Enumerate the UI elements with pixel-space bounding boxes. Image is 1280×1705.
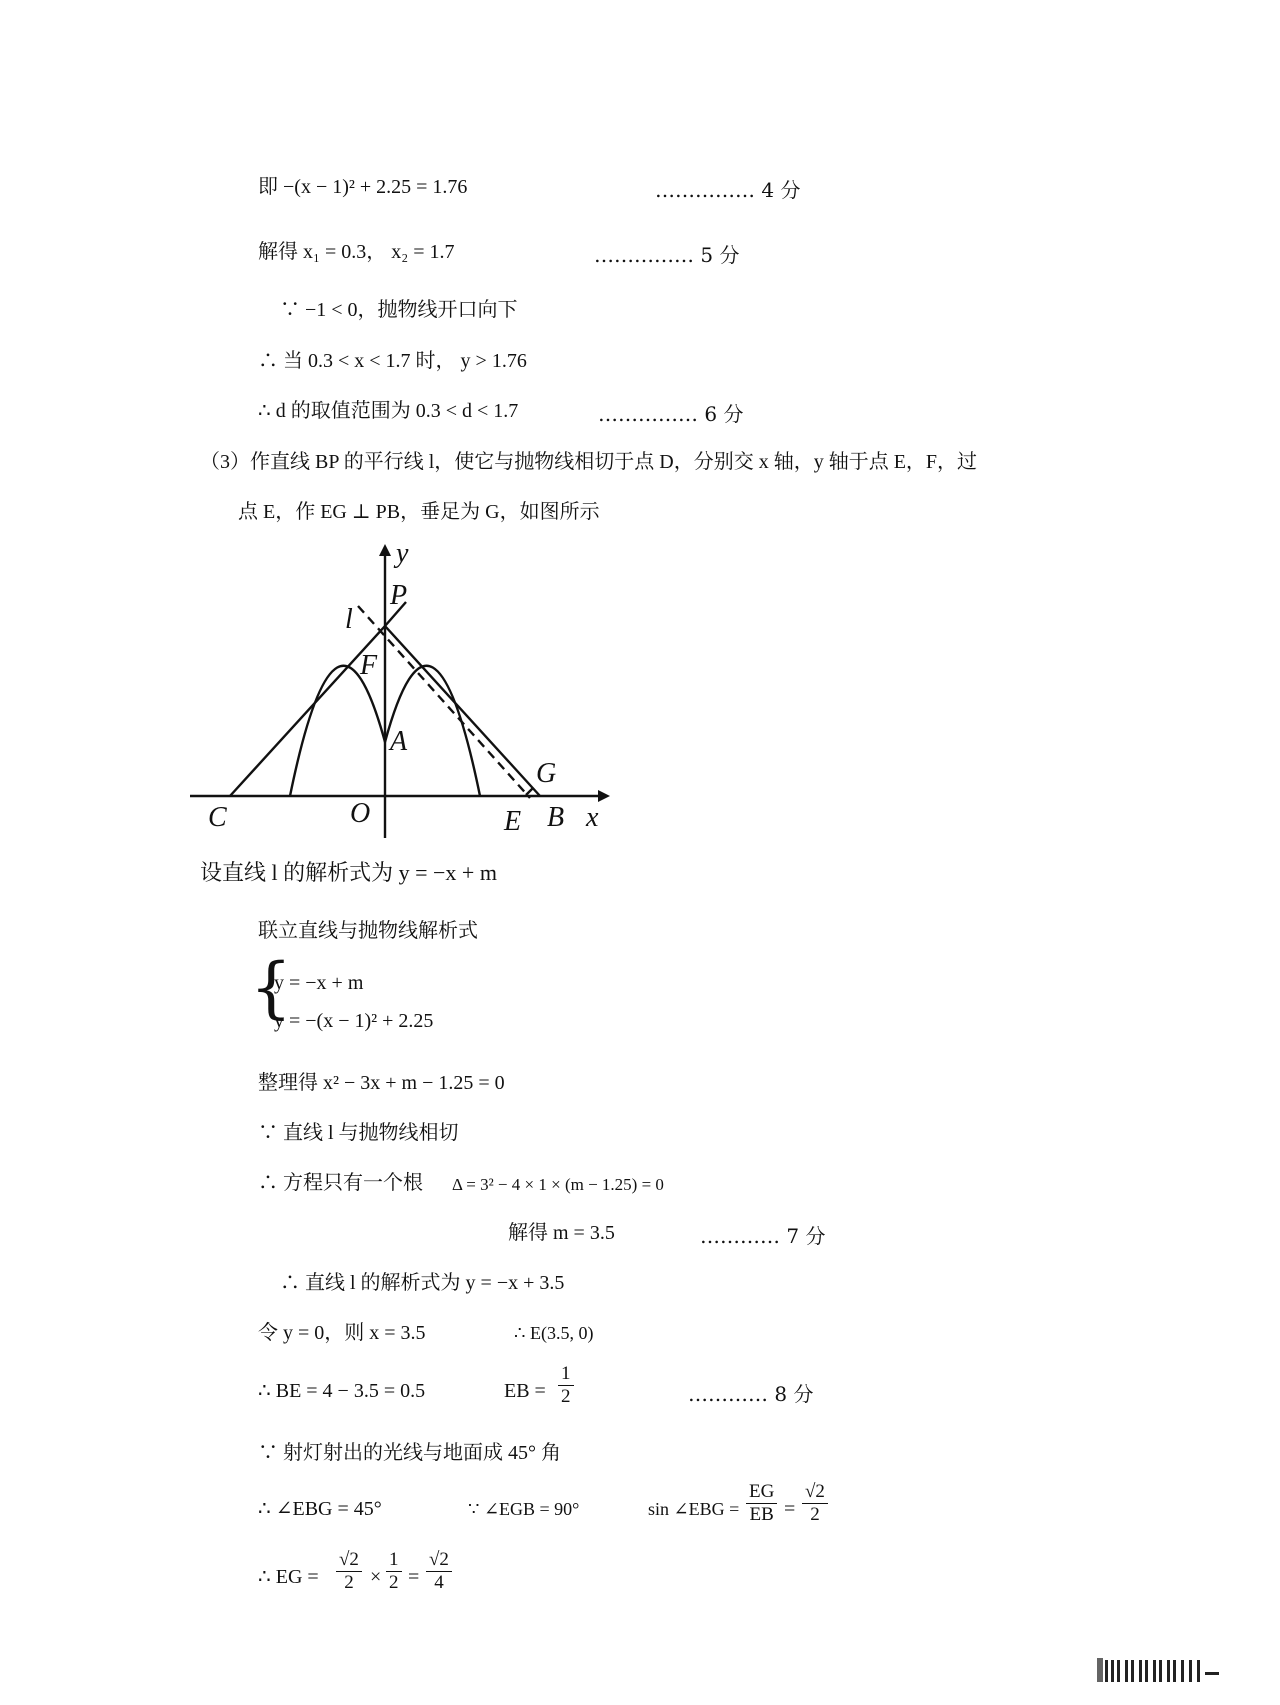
line-6: （3）作直线 BP 的平行线 l，使它与抛物线相切于点 D，分别交 x 轴，y 轴于点 E，F，过 (200, 451, 978, 473)
label-e: E (504, 806, 522, 837)
line-11: ∵ 直线 l 与抛物线相切 (258, 1122, 459, 1144)
fraction-num: 1 (386, 1549, 402, 1572)
line-1: 即 −(x − 1)² + 2.25 = 1.76 (258, 176, 468, 198)
figure (180, 538, 620, 838)
label-a: A (390, 726, 408, 757)
line-15: 令 y = 0，则 x = 3.5 (258, 1322, 426, 1344)
fraction-eg-eb (746, 1481, 777, 1526)
y-arrow (379, 544, 391, 556)
system-eq-2: y = −(x − 1)² + 2.25 (274, 1010, 434, 1032)
line-13: 解得 m = 3.5 (508, 1222, 615, 1244)
watermark-bars (1095, 1658, 1245, 1682)
fraction-den: 2 (810, 1504, 820, 1525)
line-15b: ∴ E(3.5, 0) (514, 1323, 594, 1343)
system-eq-1: y = −x + m (274, 972, 364, 994)
score-4: …………… 4 分 (655, 178, 801, 202)
fraction-den: 2 (344, 1572, 354, 1593)
line-14: ∴ 直线 l 的解析式为 y = −x + 3.5 (280, 1272, 565, 1294)
line-18c: sin ∠EBG = (648, 1499, 740, 1519)
label-f: F (360, 650, 378, 681)
fraction-den: 4 (434, 1572, 444, 1593)
fraction-den: 2 (561, 1386, 571, 1407)
line-16: ∴ BE = 4 − 3.5 = 0.5 (258, 1380, 426, 1402)
fraction-num: √2 (336, 1549, 362, 1572)
line-3: ∵ −1 < 0，抛物线开口向下 (280, 299, 518, 321)
label-g: G (536, 758, 557, 789)
line-12: ∴ 方程只有一个根 (258, 1172, 423, 1194)
fraction-num: √2 (802, 1481, 828, 1504)
fraction-den: 2 (389, 1572, 399, 1593)
fraction-num: EG (746, 1481, 777, 1504)
label-p: P (390, 580, 408, 611)
score-7: ………… 7 分 (700, 1224, 826, 1248)
line-8: 设直线 l 的解析式为 y = −x + m (200, 860, 497, 885)
fraction-num: √2 (426, 1549, 452, 1572)
label-o: O (350, 798, 371, 829)
fraction-eg-1 (336, 1549, 362, 1594)
system-brace: { (250, 949, 292, 1026)
segment-eg (526, 788, 533, 795)
label-x: x (586, 802, 599, 833)
label-c: C (208, 802, 227, 833)
parabola-left (290, 666, 385, 796)
score-5: …………… 5 分 (594, 243, 740, 267)
label-y: y (396, 538, 409, 569)
line-9: 联立直线与抛物线解析式 (258, 920, 478, 942)
line-18b: ∵ ∠EGB = 90° (468, 1499, 580, 1519)
line-l-dashed (358, 606, 530, 798)
fraction-half (558, 1363, 574, 1408)
fraction-num: 1 (558, 1363, 574, 1386)
line-18: ∴ ∠EBG = 45° (258, 1498, 382, 1520)
line-17: ∵ 射灯射出的光线与地面成 45° 角 (258, 1442, 561, 1464)
label-b: B (547, 802, 565, 833)
score-8: ………… 8 分 (688, 1382, 814, 1406)
times-sign: × (370, 1566, 382, 1588)
line-7: 点 E，作 EG ⊥ PB，垂足为 G，如图所示 (238, 501, 600, 523)
fraction-eg-2 (386, 1549, 402, 1594)
line-10: 整理得 x² − 3x + m − 1.25 = 0 (258, 1072, 505, 1094)
line-19: ∴ EG = (258, 1566, 319, 1588)
line-12b: Δ = 3² − 4 × 1 × (m − 1.25) = 0 (452, 1175, 664, 1194)
fraction-root2-over-2 (802, 1481, 828, 1526)
fraction-den: EB (749, 1504, 774, 1525)
equals-1: = (784, 1498, 796, 1520)
line-16b: EB = (504, 1380, 546, 1402)
line-5: ∴ d 的取值范围为 0.3 < d < 1.7 (258, 400, 519, 422)
fraction-eg-3 (426, 1549, 452, 1594)
equals-2: = (408, 1566, 420, 1588)
x-arrow (598, 790, 610, 802)
line-4: ∴ 当 0.3 < x < 1.7 时， y > 1.76 (258, 350, 527, 372)
label-l: l (345, 604, 353, 635)
score-6: …………… 6 分 (598, 402, 744, 426)
line-2: 解得 x₁ = 0.3， x₂ = 1.7 (258, 241, 455, 263)
line-pb (385, 626, 540, 796)
